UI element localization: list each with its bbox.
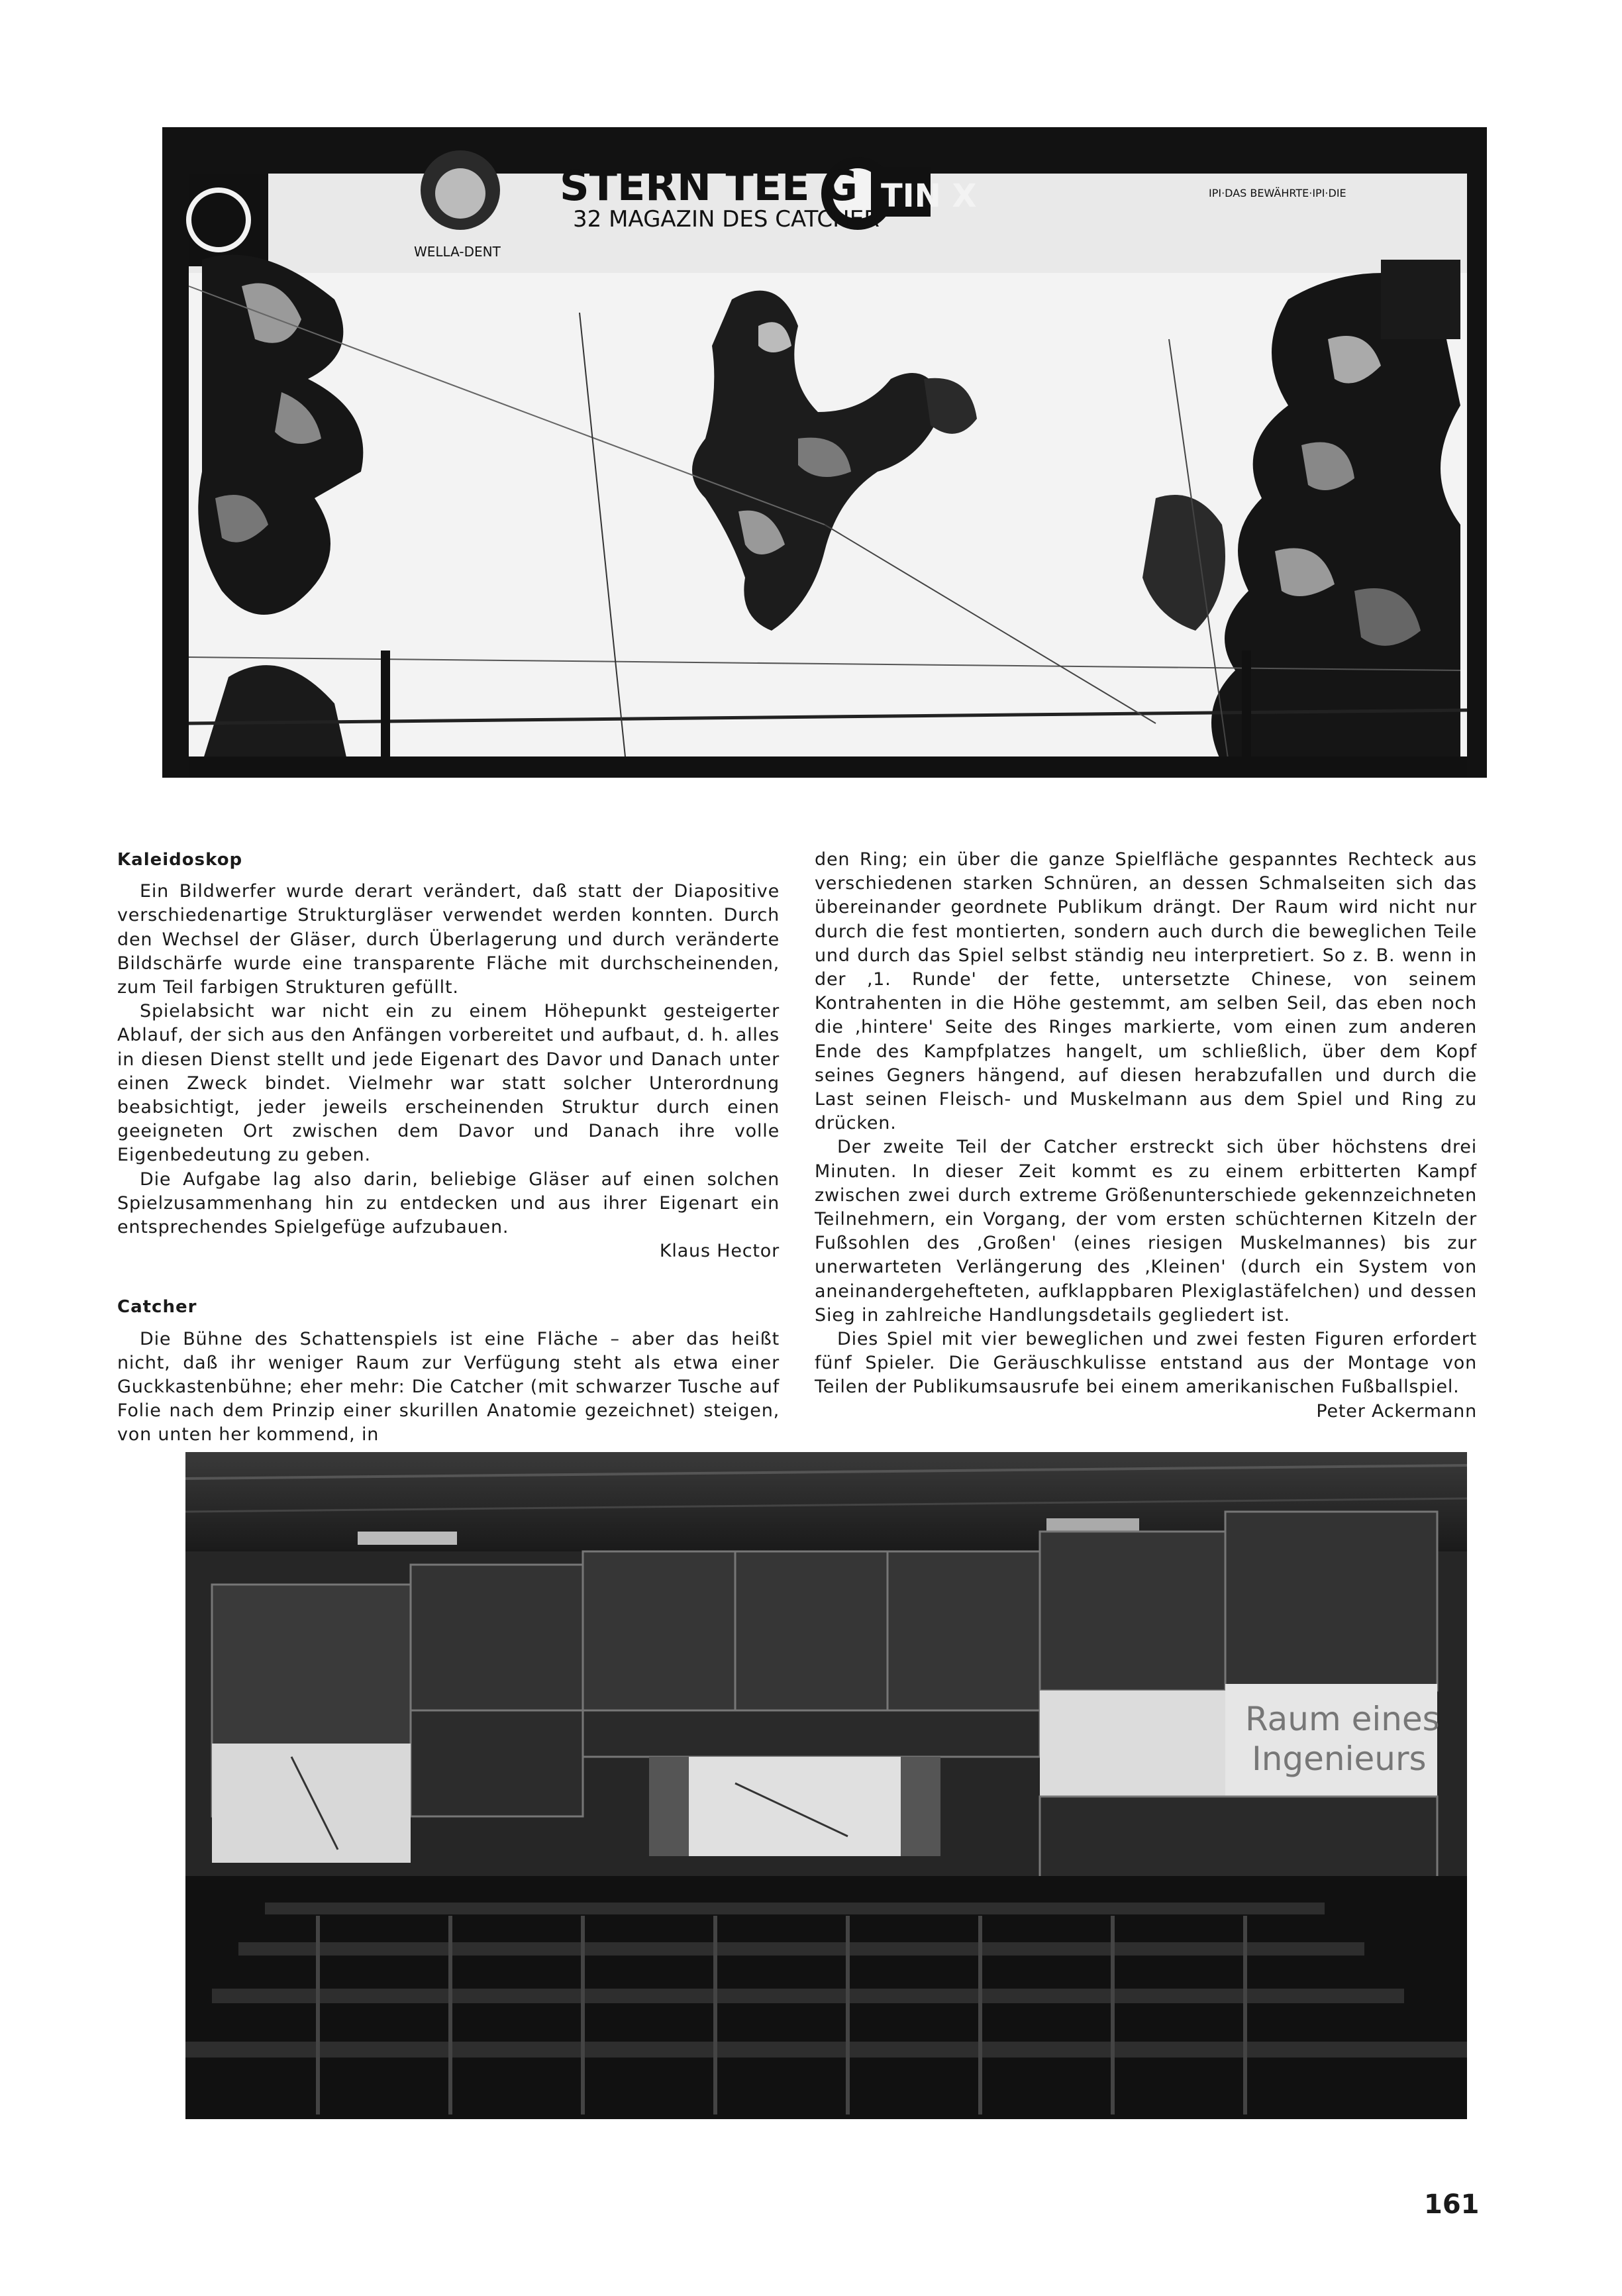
kaleidoskop-paragraph: Die Aufgabe lag also darin, beliebige Gläser auf einen solchen Spielzusammenhang hin zu entdecken und aus ihrer Eigenart ein entsprechendes Spielgefüge aufzubauen. bbox=[117, 1169, 780, 1238]
shadow-play-image bbox=[162, 127, 1487, 778]
top-photo bbox=[162, 127, 1487, 778]
catcher-heading: Catcher bbox=[117, 1297, 197, 1318]
kaleidoskop-heading: Kaleidoskop bbox=[117, 850, 243, 870]
screen-text-2: Ingenieurs bbox=[1252, 1740, 1427, 1778]
stage-room-image bbox=[185, 1452, 1467, 2119]
kaleidoskop-paragraph: Ein Bildwerfer wurde derart verändert, daß statt der Diapositive verschiedenartige Strukturgläser verwendet werden konnten. Durch den Wechsel der Gläser, durch Überlagerung und durch veränderte Bildschärfe wurde eine transparente Fläche mit durchscheinenden, zum Teil farbigen Strukturen gefüllt. bbox=[117, 881, 780, 998]
catcher-author: Peter Ackermann bbox=[1316, 1400, 1477, 1422]
kaleidoskop-paragraph: Spielabsicht war nicht ein zu einem Höhepunkt gesteigerter Ablauf, der sich aus den Anfängen vorbereitet und aufbaut, d. h. alles in diesen Dienst stellt und jede Eigenart des Davor und Danach unter einen Zweck bindet. Vielmehr war statt solcher Unterordnung beabsichtigt, jeder jeweils erscheinenden Struktur durch einen geeigneten Ort zwischen dem Davor und Danach ihre volle Eigenbedeutung zu geben. bbox=[117, 1001, 780, 1166]
sign-right: IPI·DAS BEWÄHRTE·IPI·DIE bbox=[1209, 187, 1346, 199]
sign-line1b: TIN X bbox=[881, 178, 977, 215]
catcher-paragraph: Der zweite Teil der Catcher erstreckt sich über höchstens drei Minuten. In dieser Zeit kommt es zu einem erbitterten Kampf zwischen zwei durch extreme Größenunterschiede gekennzeichneten Teilnehmern, ein Vorgang, der vom ersten schüchternen Kitzeln der Fußsohlen des ‚Großen' (eines riesigen Muskelmannes) bis zur unerwarteten Verlängerung des ‚Kleinen' (durch ein System von aneinandergehefteten, aufklappbaren Plexiglastäfelchen) und dessen Sieg in zahlreiche Handlungsdetails gegliedert ist. bbox=[815, 1137, 1477, 1326]
text-column-left bbox=[117, 848, 780, 1447]
catcher-paragraph: den Ring; ein über die ganze Spielfläche gespanntes Rechteck aus verschiedenen starken Schnüren, an dessen Schmalseiten sich das übereinander geordnete Publikum drängt. Der Raum wird nicht nur durch die fest montierten, sondern auch durch die beweglichen Teile und durch das Spiel selbst ständig neu interpretiert. So z. B. wenn in der ‚1. Runde' der fette, untersetzte Chinese, von seinem Kontrahenten in die Höhe gestemmt, am selben Seil, das eben noch die ‚hintere' Seite des Ringes markierte, vom einen zum anderen Ende des Kampfplatzes hangelt, um schließlich, über dem Kopf seines Gegners hängend, auf diesen herabzufallen und durch die Last seinen Fleisch- und Muskelmann aus dem Spiel und Ring zu drücken. bbox=[815, 849, 1477, 1134]
bottom-photo bbox=[185, 1452, 1467, 2119]
screen-text-1: Raum eines bbox=[1245, 1700, 1440, 1738]
catcher-paragraph: Die Bühne des Schattenspiels ist eine Fläche – aber das heißt nicht, daß ihr weniger Raum zur Verfügung steht als etwa einer Guckkastenbühne; eher mehr: Die Catcher (mit schwarzer Tusche auf Folie nach dem Prinzip einer skurillen Anatomie gezeichnet) steigen, von unten her kommend, in bbox=[117, 1328, 780, 1445]
sign-line2: 32 MAGAZIN DES CATCHER bbox=[573, 206, 880, 233]
sign-line1: STERN TEE G bbox=[560, 162, 858, 210]
catcher-paragraph: Dies Spiel mit vier beweglichen und zwei festen Figuren erfordert fünf Spieler. Die Geräuschkulisse entstand aus der Montage von Teilen der Publikumsausrufe bei einem amerikanischen Fußballspiel. bbox=[815, 1329, 1477, 1398]
sign-small: WELLA-DENT bbox=[414, 244, 501, 260]
page-number: 161 bbox=[1424, 2189, 1480, 2220]
text-column-right bbox=[815, 848, 1477, 1424]
kaleidoskop-author: Klaus Hector bbox=[659, 1241, 780, 1262]
